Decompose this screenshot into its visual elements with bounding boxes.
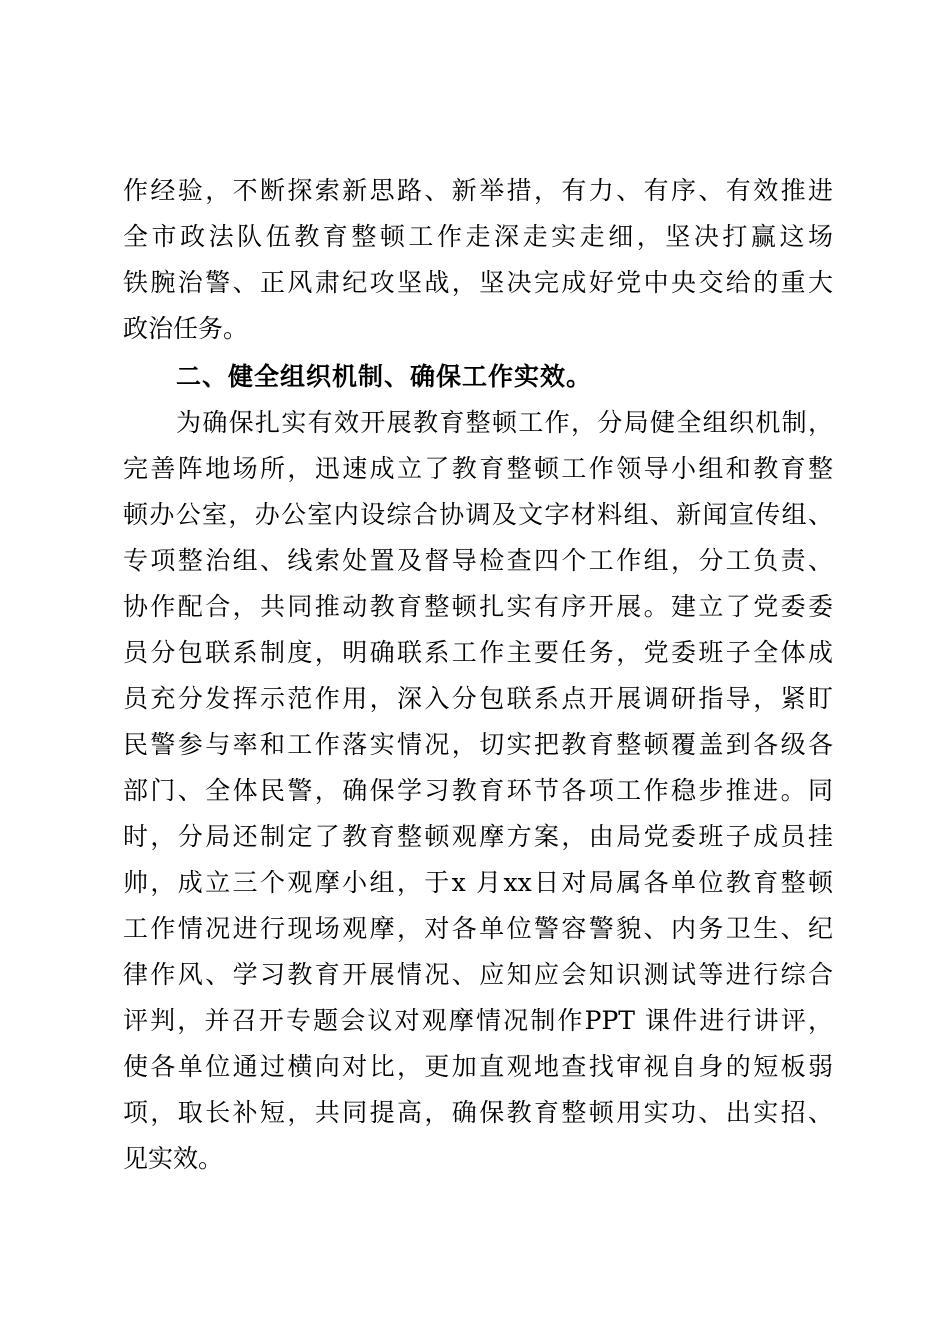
section-heading: 二、健全组织机制、确保工作实效。 xyxy=(176,362,593,391)
paragraph-2-line-4: 专项整治组、线索处置及督导检查四个工作组，分工负责、 xyxy=(123,546,833,575)
paragraph-2-line-2: 完善阵地场所，迅速成立了教育整顿工作领导小组和教育整 xyxy=(123,454,833,483)
paragraph-1-line-1: 作经验，不断探索新思路、新举措，有力、有序、有效推进 xyxy=(123,176,833,205)
paragraph-2-line-15: 使各单位通过横向对比，更加直观地查找审视自身的短板弱 xyxy=(123,1052,833,1081)
paragraph-2-line-12: 工作情况进行现场观摩，对各单位警容警貌、内务卫生、纪 xyxy=(123,914,833,943)
paragraph-2-line-16: 项，取长补短，共同提高，确保教育整顿用实功、出实招、 xyxy=(123,1098,833,1127)
paragraph-2-line-5: 协作配合，共同推动教育整顿扎实有序开展。建立了党委委 xyxy=(123,592,833,621)
paragraph-2-line-14: 评判，并召开专题会议对观摩情况制作PPT 课件进行讲评， xyxy=(123,1006,833,1035)
paragraph-1-line-4: 政治任务。 xyxy=(123,314,249,343)
paragraph-2-line-11: 帅，成立三个观摩小组，于x 月xx日对局属各单位教育整顿 xyxy=(123,868,833,897)
paragraph-2-line-8: 民警参与率和工作落实情况，切实把教育整顿覆盖到各级各 xyxy=(123,730,833,759)
paragraph-1-line-2: 全市政法队伍教育整顿工作走深走实走细，坚决打赢这场 xyxy=(123,222,833,251)
paragraph-2-line-1: 为确保扎实有效开展教育整顿工作，分局健全组织机制， xyxy=(176,408,833,437)
paragraph-2-line-10: 时，分局还制定了教育整顿观摩方案，由局党委班子成员挂 xyxy=(123,822,833,851)
paragraph-2-line-17: 见实效。 xyxy=(123,1144,224,1173)
paragraph-2-line-7: 员充分发挥示范作用，深入分包联系点开展调研指导，紧盯 xyxy=(123,684,833,713)
paragraph-1-line-3: 铁腕治警、正风肃纪攻坚战，坚决完成好党中央交给的重大 xyxy=(123,268,833,297)
paragraph-2-line-3: 顿办公室，办公室内设综合协调及文字材料组、新闻宣传组、 xyxy=(123,500,833,529)
paragraph-2-line-6: 员分包联系制度，明确联系工作主要任务，党委班子全体成 xyxy=(123,638,833,667)
paragraph-2-line-9: 部门、全体民警，确保学习教育环节各项工作稳步推进。同 xyxy=(123,776,833,805)
paragraph-2-line-13: 律作风、学习教育开展情况、应知应会知识测试等进行综合 xyxy=(123,960,833,989)
